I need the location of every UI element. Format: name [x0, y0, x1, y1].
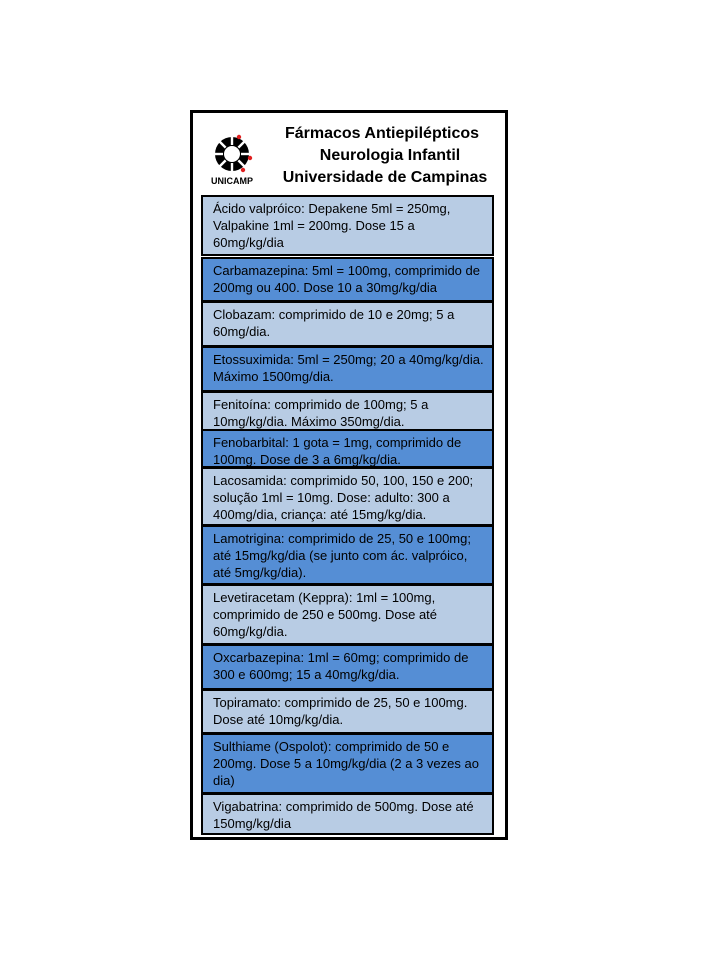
- drug-row: Etossuximida: 5ml = 250mg; 20 a 40mg/kg/dia. Máximo 1500mg/dia.: [201, 346, 494, 392]
- drug-row: Sulthiame (Ospolot): comprimido de 50 e 200mg. Dose 5 a 10mg/kg/dia (2 a 3 vezes ao dia): [201, 733, 494, 794]
- drug-row: Fenitoína: comprimido de 100mg; 5 a 10mg/kg/dia. Máximo 350mg/dia.: [201, 391, 494, 431]
- title-line-3: Universidade de Campinas: [282, 169, 488, 186]
- drug-row: Topiramato: comprimido de 25, 50 e 100mg. Dose até 10mg/kg/dia.: [201, 689, 494, 734]
- drug-row: Carbamazepina: 5ml = 100mg, comprimido de 200mg ou 400. Dose 10 a 30mg/kg/dia: [201, 257, 494, 302]
- drug-card: [190, 110, 508, 840]
- drug-row: Lamotrigina: comprimido de 25, 50 e 100mg; até 15mg/kg/dia (se junto com ác. valpróico, até 5mg/kg/dia).: [201, 525, 494, 585]
- drug-row: Levetiracetam (Keppra): 1ml = 100mg, comprimido de 250 e 500mg. Dose até 60mg/kg/dia.: [201, 584, 494, 645]
- drug-row: Lacosamida: comprimido 50, 100, 150 e 200; solução 1ml = 10mg. Dose: adulto: 300 a 400mg/dia, criança: até 15mg/kg/dia.: [201, 467, 494, 526]
- drug-row: Ácido valpróico: Depakene 5ml = 250mg, Valpakine 1ml = 200mg. Dose 15 a 60mg/kg/dia: [201, 195, 494, 256]
- logo-text: UNICAMP: [211, 176, 253, 186]
- drug-row: Fenobarbital: 1 gota = 1mg, comprimido de 100mg. Dose de 3 a 6mg/kg/dia.: [201, 429, 494, 468]
- drug-list: [193, 113, 505, 837]
- title-line-1: Fármacos Antiepilépticos: [284, 125, 480, 142]
- drug-row: Clobazam: comprimido de 10 e 20mg; 5 a 60mg/dia.: [201, 301, 494, 347]
- drug-row: Vigabatrina: comprimido de 500mg. Dose até 150mg/kg/dia: [201, 793, 494, 835]
- title-line-2: Neurologia Infantil: [319, 147, 461, 164]
- drug-row: Oxcarbazepina: 1ml = 60mg; comprimido de 300 e 600mg; 15 a 40mg/kg/dia.: [201, 644, 494, 690]
